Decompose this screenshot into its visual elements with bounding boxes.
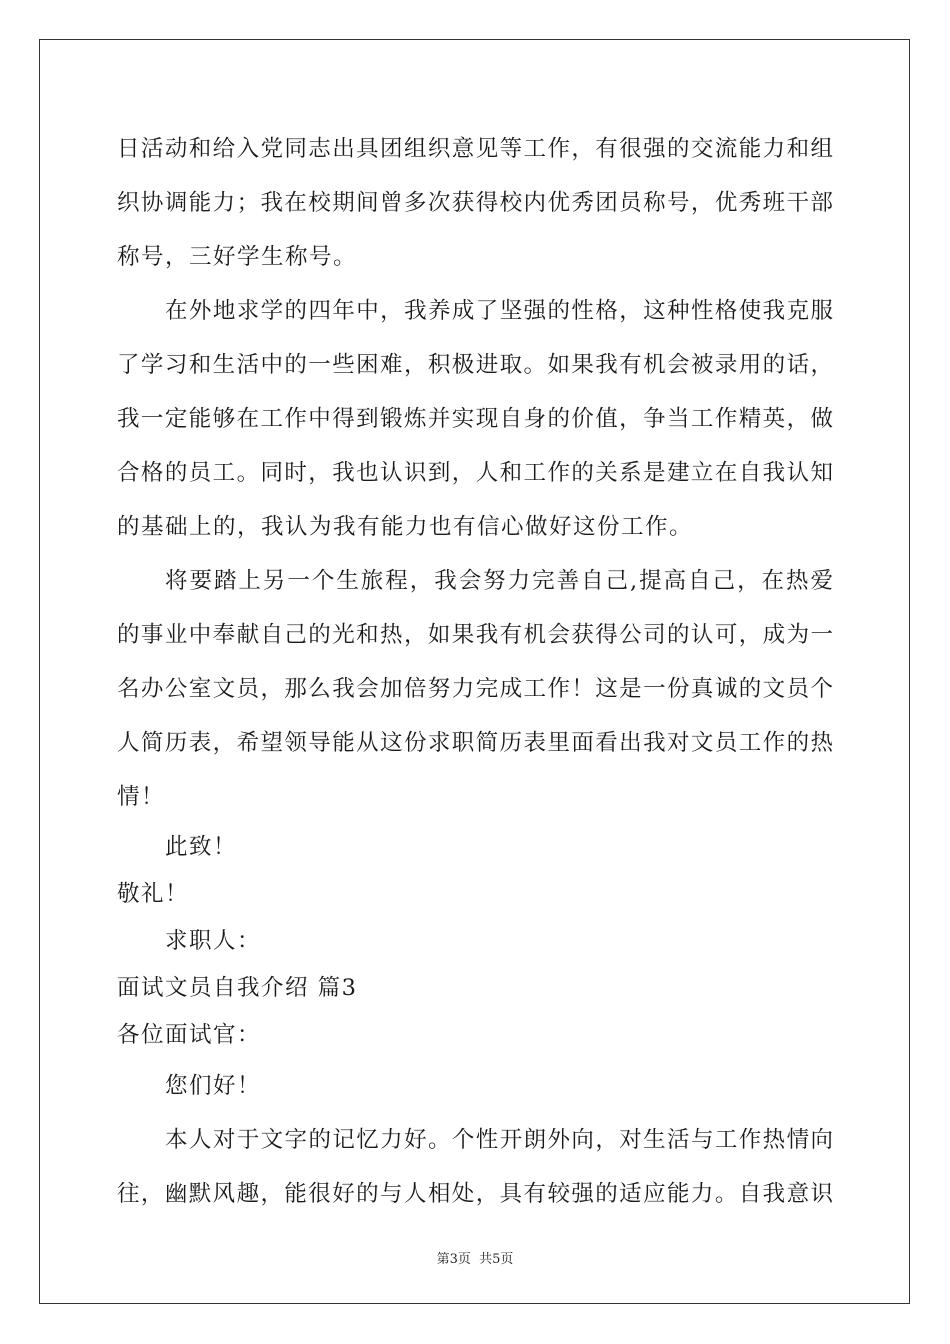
- page-total: 共5页: [479, 1252, 514, 1267]
- text-line: 在外地求学的四年中，我养成了坚强的性格，这种性格使我克服: [165, 298, 833, 324]
- salutation-line: 各位面试官：: [117, 1022, 262, 1048]
- text-line: 织协调能力；我在校期间曾多次获得校内优秀团员称号，优秀班干部: [117, 190, 833, 216]
- text-line: 称号，三好学生称号。: [117, 244, 358, 270]
- greeting-line: 您们好！: [165, 1073, 262, 1099]
- page-footer: [0, 1248, 950, 1267]
- text-line: 本人对于文字的记忆力好。个性开朗外向，对生活与工作热情向: [165, 1127, 833, 1153]
- text-line: 往，幽默风趣，能很好的与人相处，具有较强的适应能力。自我意识: [117, 1181, 833, 1207]
- text-line: 情！: [117, 784, 166, 810]
- text-line: 名办公室文员，那么我会加倍努力完成工作！这是一份真诚的文员个: [117, 676, 833, 702]
- text-line: 将要踏上另一个生旅程，我会努力完善自己,提高自己，在热爱: [165, 568, 833, 594]
- text-line: 的基础上的，我认为我有能力也有信心做好这份工作。: [117, 514, 694, 540]
- text-line: 我一定能够在工作中得到锻炼并实现自身的价值，争当工作精英，做: [117, 406, 833, 432]
- section-heading: 面试文员自我介绍 篇3: [117, 975, 358, 1001]
- page-number: 第3页: [436, 1252, 471, 1267]
- signature-line: 求职人：: [165, 928, 262, 954]
- closing-line: 此致！: [165, 834, 238, 860]
- text-line: 合格的员工。同时，我也认识到，人和工作的关系是建立在自我认知: [117, 460, 833, 486]
- text-line: 了学习和生活中的一些困难，积极进取。如果我有机会被录用的话，: [117, 352, 833, 378]
- text-line: 日活动和给入党同志出具团组织意见等工作，有很强的交流能力和组: [117, 136, 833, 162]
- text-line: 的事业中奉献自己的光和热，如果我有机会获得公司的认可，成为一: [117, 622, 833, 648]
- closing-line: 敬礼！: [117, 881, 190, 907]
- text-line: 人简历表，希望领导能从这份求职简历表里面看出我对文员工作的热: [117, 730, 833, 756]
- document-body: [117, 122, 833, 1221]
